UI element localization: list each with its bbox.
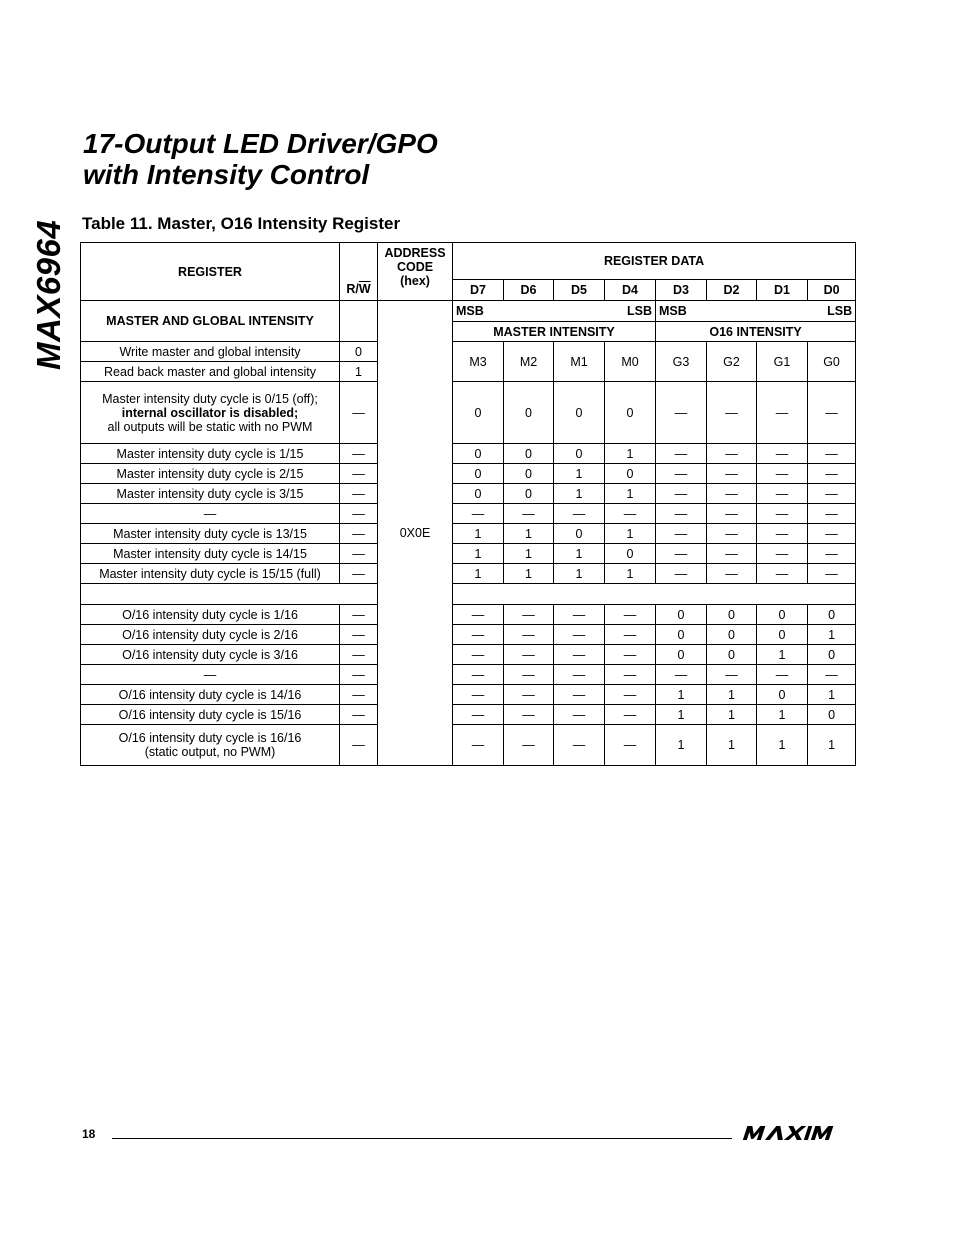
msb-lsb-master: MSB LSB <box>453 301 656 322</box>
row-rw: — <box>340 504 378 524</box>
address-value: 0X0E <box>378 301 453 766</box>
table-row <box>81 725 856 766</box>
bit-cell: — <box>504 685 554 705</box>
bit-cell: — <box>554 725 605 766</box>
bit-cell: 1 <box>808 685 856 705</box>
bit-cell: — <box>808 564 856 584</box>
footer-rule <box>112 1138 732 1139</box>
row-rw: — <box>340 484 378 504</box>
bit-cell: 1 <box>656 705 707 725</box>
bit-cell: 0 <box>808 605 856 625</box>
document-title <box>83 128 438 190</box>
bit-cell: — <box>808 464 856 484</box>
bit-cell: 0 <box>504 444 554 464</box>
bit-cell: 0 <box>808 645 856 665</box>
separator-cell <box>453 584 856 605</box>
bit-cell: — <box>453 685 504 705</box>
bit-cell: — <box>757 464 808 484</box>
row-label: O/16 intensity duty cycle is 14/16 <box>81 685 340 705</box>
table-row <box>81 524 856 544</box>
bit-header-d0: D0 <box>808 280 856 301</box>
bit-cell: — <box>707 665 757 685</box>
table-row <box>81 705 856 725</box>
bit-cell: — <box>707 382 757 444</box>
bit-cell: — <box>757 544 808 564</box>
bit-cell: — <box>757 484 808 504</box>
bit-cell: — <box>808 544 856 564</box>
table-row <box>81 564 856 584</box>
bit-cell: — <box>605 725 656 766</box>
bit-cell: 0 <box>707 625 757 645</box>
bit-cell: 1 <box>605 444 656 464</box>
bit-cell: — <box>808 382 856 444</box>
bit-cell: 1 <box>504 544 554 564</box>
row-rw: — <box>340 524 378 544</box>
table-row <box>81 605 856 625</box>
table-row <box>81 625 856 645</box>
row-rw: — <box>340 464 378 484</box>
row-label: Read back master and global intensity <box>81 362 340 382</box>
bit-header-d6: D6 <box>504 280 554 301</box>
bit-cell: — <box>757 564 808 584</box>
bit-cell: — <box>504 705 554 725</box>
bit-cell: 0 <box>605 544 656 564</box>
bit-cell: 1 <box>707 705 757 725</box>
header-rw: $R/\overline{W}$ <box>340 243 378 301</box>
row-label-multiline <box>81 382 340 444</box>
bit-cell: 1 <box>757 645 808 665</box>
bit-header-d2: D2 <box>707 280 757 301</box>
bit-cell: — <box>757 524 808 544</box>
row-label-line: all outputs will be static with no PWM <box>107 419 313 434</box>
bit-cell: 1 <box>453 524 504 544</box>
bit-cell: 1 <box>707 725 757 766</box>
row-rw: — <box>340 665 378 685</box>
row-rw: — <box>340 444 378 464</box>
bit-cell: 0 <box>656 645 707 665</box>
bit-cell: 0 <box>504 382 554 444</box>
row-label: O/16 intensity duty cycle is 3/16 <box>81 645 340 665</box>
bit-cell: — <box>656 504 707 524</box>
table-row <box>81 484 856 504</box>
table-row <box>81 382 856 444</box>
bit-cell: — <box>808 524 856 544</box>
bit-cell: 0 <box>504 484 554 504</box>
bit-cell: — <box>605 685 656 705</box>
bit-cell: 0 <box>605 464 656 484</box>
bit-cell: G3 <box>656 342 707 382</box>
title-line-2: with Intensity Control <box>83 159 370 190</box>
side-part-number: MAX6964 <box>30 219 67 370</box>
bit-cell: — <box>656 544 707 564</box>
bit-cell: M1 <box>554 342 605 382</box>
bit-cell: 1 <box>707 685 757 705</box>
row-label: Master intensity duty cycle is 2/15 <box>81 464 340 484</box>
bit-cell: 0 <box>808 705 856 725</box>
bit-cell: — <box>757 665 808 685</box>
bit-cell: 1 <box>504 524 554 544</box>
bit-cell: 0 <box>757 685 808 705</box>
title-line-1: 17-Output LED Driver/GPO <box>83 128 438 159</box>
bit-cell: — <box>707 564 757 584</box>
bit-cell: — <box>453 645 504 665</box>
row-label: O/16 intensity duty cycle is 15/16 <box>81 705 340 725</box>
bit-cell: — <box>605 625 656 645</box>
bit-cell: G2 <box>707 342 757 382</box>
bit-cell: 1 <box>554 564 605 584</box>
bit-cell: 0 <box>707 605 757 625</box>
row-rw: — <box>340 725 378 766</box>
header-register-data: REGISTER DATA <box>453 243 856 280</box>
bit-cell: 1 <box>605 564 656 584</box>
header-master-global: MASTER AND GLOBAL INTENSITY <box>81 301 340 342</box>
row-label: — <box>81 665 340 685</box>
bit-cell: — <box>453 625 504 645</box>
bit-cell: 0 <box>757 625 808 645</box>
bit-cell: — <box>554 685 605 705</box>
row-rw: — <box>340 564 378 584</box>
bit-cell: 1 <box>808 625 856 645</box>
bit-cell: M3 <box>453 342 504 382</box>
bit-cell: — <box>707 524 757 544</box>
row-label: Write master and global intensity <box>81 342 340 362</box>
bit-cell: 1 <box>605 524 656 544</box>
bit-cell: 1 <box>554 464 605 484</box>
bit-cell: G0 <box>808 342 856 382</box>
bit-cell: 0 <box>453 464 504 484</box>
bit-cell: — <box>656 524 707 544</box>
table-row <box>81 685 856 705</box>
bit-cell: — <box>808 444 856 464</box>
row-label: Master intensity duty cycle is 13/15 <box>81 524 340 544</box>
bit-cell: — <box>707 504 757 524</box>
row-label: Master intensity duty cycle is 1/15 <box>81 444 340 464</box>
bit-cell: 1 <box>554 544 605 564</box>
row-label-line: internal oscillator is disabled; <box>121 405 299 420</box>
separator-cell <box>81 584 378 605</box>
header-o16-intensity: O16 INTENSITY <box>656 322 856 342</box>
bit-cell: — <box>453 725 504 766</box>
bit-cell: — <box>707 444 757 464</box>
bit-cell: M2 <box>504 342 554 382</box>
bit-cell: — <box>554 625 605 645</box>
bit-cell: — <box>656 665 707 685</box>
header-master-intensity: MASTER INTENSITY <box>453 322 656 342</box>
bit-cell: — <box>554 504 605 524</box>
row-label: Master intensity duty cycle is 15/15 (full) <box>81 564 340 584</box>
row-rw: — <box>340 645 378 665</box>
bit-cell: 0 <box>453 444 504 464</box>
table-row <box>81 444 856 464</box>
row-rw: — <box>340 382 378 444</box>
row-label: O/16 intensity duty cycle is 1/16 <box>81 605 340 625</box>
row-rw: — <box>340 705 378 725</box>
bit-cell: — <box>554 665 605 685</box>
header-address-code: ADDRESS CODE (hex) <box>378 243 453 301</box>
row-rw: 1 <box>340 362 378 382</box>
row-rw: — <box>340 605 378 625</box>
table-row <box>81 342 856 362</box>
msb-lsb-o16: MSB LSB <box>656 301 856 322</box>
bit-header-d1: D1 <box>757 280 808 301</box>
bit-cell: 0 <box>453 484 504 504</box>
bit-cell: 1 <box>453 544 504 564</box>
bit-cell: — <box>757 504 808 524</box>
bit-header-d4: D4 <box>605 280 656 301</box>
bit-cell: — <box>808 665 856 685</box>
bit-cell: 1 <box>605 484 656 504</box>
bit-cell: 1 <box>504 564 554 584</box>
maxim-logo-mark <box>740 1124 852 1142</box>
bit-cell: 0 <box>554 524 605 544</box>
header-register: REGISTER <box>81 243 340 301</box>
bit-cell: 1 <box>656 685 707 705</box>
bit-cell: 0 <box>605 382 656 444</box>
bit-cell: 1 <box>554 484 605 504</box>
bit-cell: 0 <box>656 625 707 645</box>
row-label: Master intensity duty cycle is 14/15 <box>81 544 340 564</box>
bit-cell: — <box>707 544 757 564</box>
bit-cell: — <box>656 444 707 464</box>
bit-cell: 0 <box>757 605 808 625</box>
bit-cell: — <box>504 665 554 685</box>
bit-cell: M0 <box>605 342 656 382</box>
bit-cell: — <box>554 645 605 665</box>
bit-header-d7: D7 <box>453 280 504 301</box>
bit-cell: — <box>605 504 656 524</box>
bit-cell: — <box>504 645 554 665</box>
row-label: Master intensity duty cycle is 3/15 <box>81 484 340 504</box>
bit-cell: — <box>453 504 504 524</box>
bit-cell: — <box>757 382 808 444</box>
bit-cell: — <box>656 484 707 504</box>
bit-cell: 1 <box>656 725 707 766</box>
bit-cell: 0 <box>504 464 554 484</box>
table-row <box>81 665 856 685</box>
bit-cell: — <box>554 605 605 625</box>
bit-cell: — <box>757 444 808 464</box>
table-row <box>81 645 856 665</box>
bit-cell: — <box>605 645 656 665</box>
bit-cell: 0 <box>453 382 504 444</box>
row-rw: — <box>340 625 378 645</box>
bit-cell: — <box>656 382 707 444</box>
bit-cell: — <box>504 625 554 645</box>
bit-cell: — <box>504 725 554 766</box>
bit-cell: — <box>808 484 856 504</box>
bit-cell: — <box>453 705 504 725</box>
bit-cell: — <box>808 504 856 524</box>
bit-cell: G1 <box>757 342 808 382</box>
register-table <box>80 242 856 766</box>
bit-cell: 1 <box>757 725 808 766</box>
row-rw: — <box>340 685 378 705</box>
bit-cell: 1 <box>808 725 856 766</box>
bit-cell: 0 <box>554 444 605 464</box>
bit-header-d3: D3 <box>656 280 707 301</box>
bit-cell: — <box>504 504 554 524</box>
bit-cell: — <box>605 705 656 725</box>
bit-header-d5: D5 <box>554 280 605 301</box>
bit-cell: 0 <box>554 382 605 444</box>
row-label-line: Master intensity duty cycle is 0/15 (off); <box>102 391 318 406</box>
bit-cell: — <box>707 484 757 504</box>
bit-cell: 0 <box>656 605 707 625</box>
bit-cell: — <box>656 464 707 484</box>
table-row <box>81 464 856 484</box>
bit-cell: — <box>605 665 656 685</box>
table-row <box>81 544 856 564</box>
bit-cell: — <box>707 464 757 484</box>
rw-spacer <box>340 301 378 342</box>
bit-cell: — <box>453 605 504 625</box>
bit-cell: — <box>656 564 707 584</box>
row-label-line: (static output, no PWM) <box>144 745 276 759</box>
row-label-multiline <box>81 725 340 766</box>
bit-cell: 0 <box>707 645 757 665</box>
row-rw: 0 <box>340 342 378 362</box>
maxim-logo <box>740 1124 852 1147</box>
bit-cell: — <box>504 605 554 625</box>
separator-row <box>81 584 856 605</box>
bit-cell: — <box>554 705 605 725</box>
row-label: — <box>81 504 340 524</box>
row-label-line: O/16 intensity duty cycle is 16/16 <box>118 731 302 745</box>
bit-cell: — <box>605 605 656 625</box>
page-number: 18 <box>82 1127 96 1141</box>
table-row <box>81 504 856 524</box>
bit-cell: — <box>453 665 504 685</box>
row-label: O/16 intensity duty cycle is 2/16 <box>81 625 340 645</box>
row-rw: — <box>340 544 378 564</box>
table-caption: Table 11. Master, O16 Intensity Register <box>82 214 401 233</box>
bit-cell: 1 <box>453 564 504 584</box>
bit-cell: 1 <box>757 705 808 725</box>
